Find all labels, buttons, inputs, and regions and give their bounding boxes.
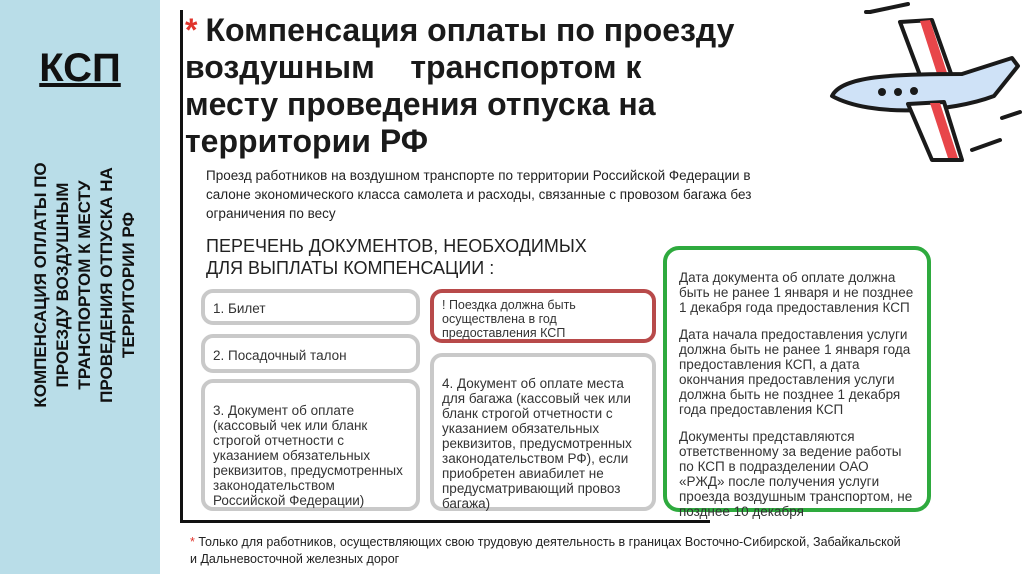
frame-horizontal-line bbox=[180, 520, 710, 523]
title-line-4: территории РФ bbox=[185, 123, 429, 159]
warning-note: ! Поездка должна быть осуществлена в год предоставления КСП bbox=[430, 289, 656, 343]
footnote-star: * bbox=[190, 535, 195, 549]
documents-heading-line-2: ДЛЯ ВЫПЛАТЫ КОМПЕНСАЦИИ : bbox=[206, 258, 495, 278]
documents-heading bbox=[206, 235, 626, 279]
description: Проезд работников на воздушном транспорте по территории Российской Федерации в салоне экономического класса самолета и расходы, связанные с провозом багажа без ограничения по весу bbox=[206, 168, 752, 221]
title-line-2: воздушным транспортом к bbox=[185, 49, 642, 85]
document-item-boarding-pass: 2. Посадочный талон bbox=[201, 334, 420, 373]
footnote bbox=[190, 534, 910, 568]
condition-submission: Документы представляются ответственному за ведение работы по КСП в подразделении ОАО «РЖД» после получения услуги проезда воздушным транспортом, не позднее 10 декабря bbox=[679, 429, 913, 519]
sidebar bbox=[0, 0, 160, 574]
document-item-ticket: 1. Билет bbox=[201, 289, 420, 325]
title-line-3: месту проведения отпуска на bbox=[185, 86, 656, 122]
vertical-title: КОМПЕНСАЦИЯ ОПЛАТЫ ПО ПРОЕЗДУ ВОЗДУШНЫМ ТРАНСПОРТОМ К МЕСТУ ПРОВЕДЕНИЯ ОТПУСКА НА ТЕРРИТОРИИ РФ bbox=[31, 162, 138, 408]
footnote-text: Только для работников, осуществляющих свою трудовую деятельность в границах Восточно-Сибирской, Забайкальской и Дальневосточной железных дорог bbox=[190, 535, 901, 566]
condition-service-dates: Дата начала предоставления услуги должна быть не ранее 1 января года предоставления КСП, а дата окончания предоставления услуги должна быть не позднее 1 декабря года предоставления КСП bbox=[679, 327, 911, 417]
frame-vertical-line bbox=[180, 10, 183, 522]
airplane-icon bbox=[812, 0, 1024, 170]
sidebar-title: КСП bbox=[39, 46, 121, 90]
page-title bbox=[185, 12, 805, 160]
document-item-payment: 3. Документ об оплате (кассовый чек или бланк строгой отчетности с указанием обязательных реквизитов, предусмотренных законодательством Российской Федерации) bbox=[201, 379, 420, 511]
vertical-title-wrap bbox=[20, 140, 150, 430]
title-line-1: * Компенсация оплаты по проезду bbox=[185, 12, 735, 48]
title-star: * bbox=[185, 12, 198, 48]
document-item-baggage-payment: 4. Документ об оплате места для багажа (кассовый чек или бланк строгой отчетности с указанием обязательных реквизитов, предусмотренных законодательством РФ), если приобретен авиабилет не предусматривающий провоз багажа) bbox=[430, 353, 656, 511]
conditions-box bbox=[663, 246, 931, 519]
condition-payment-date: Дата документа об оплате должна быть не ранее 1 января и не позднее 1 декабря года предоставления КСП bbox=[679, 270, 914, 315]
documents-heading-line-1: ПЕРЕЧЕНЬ ДОКУМЕНТОВ, НЕОБХОДИМЫХ bbox=[206, 236, 587, 256]
